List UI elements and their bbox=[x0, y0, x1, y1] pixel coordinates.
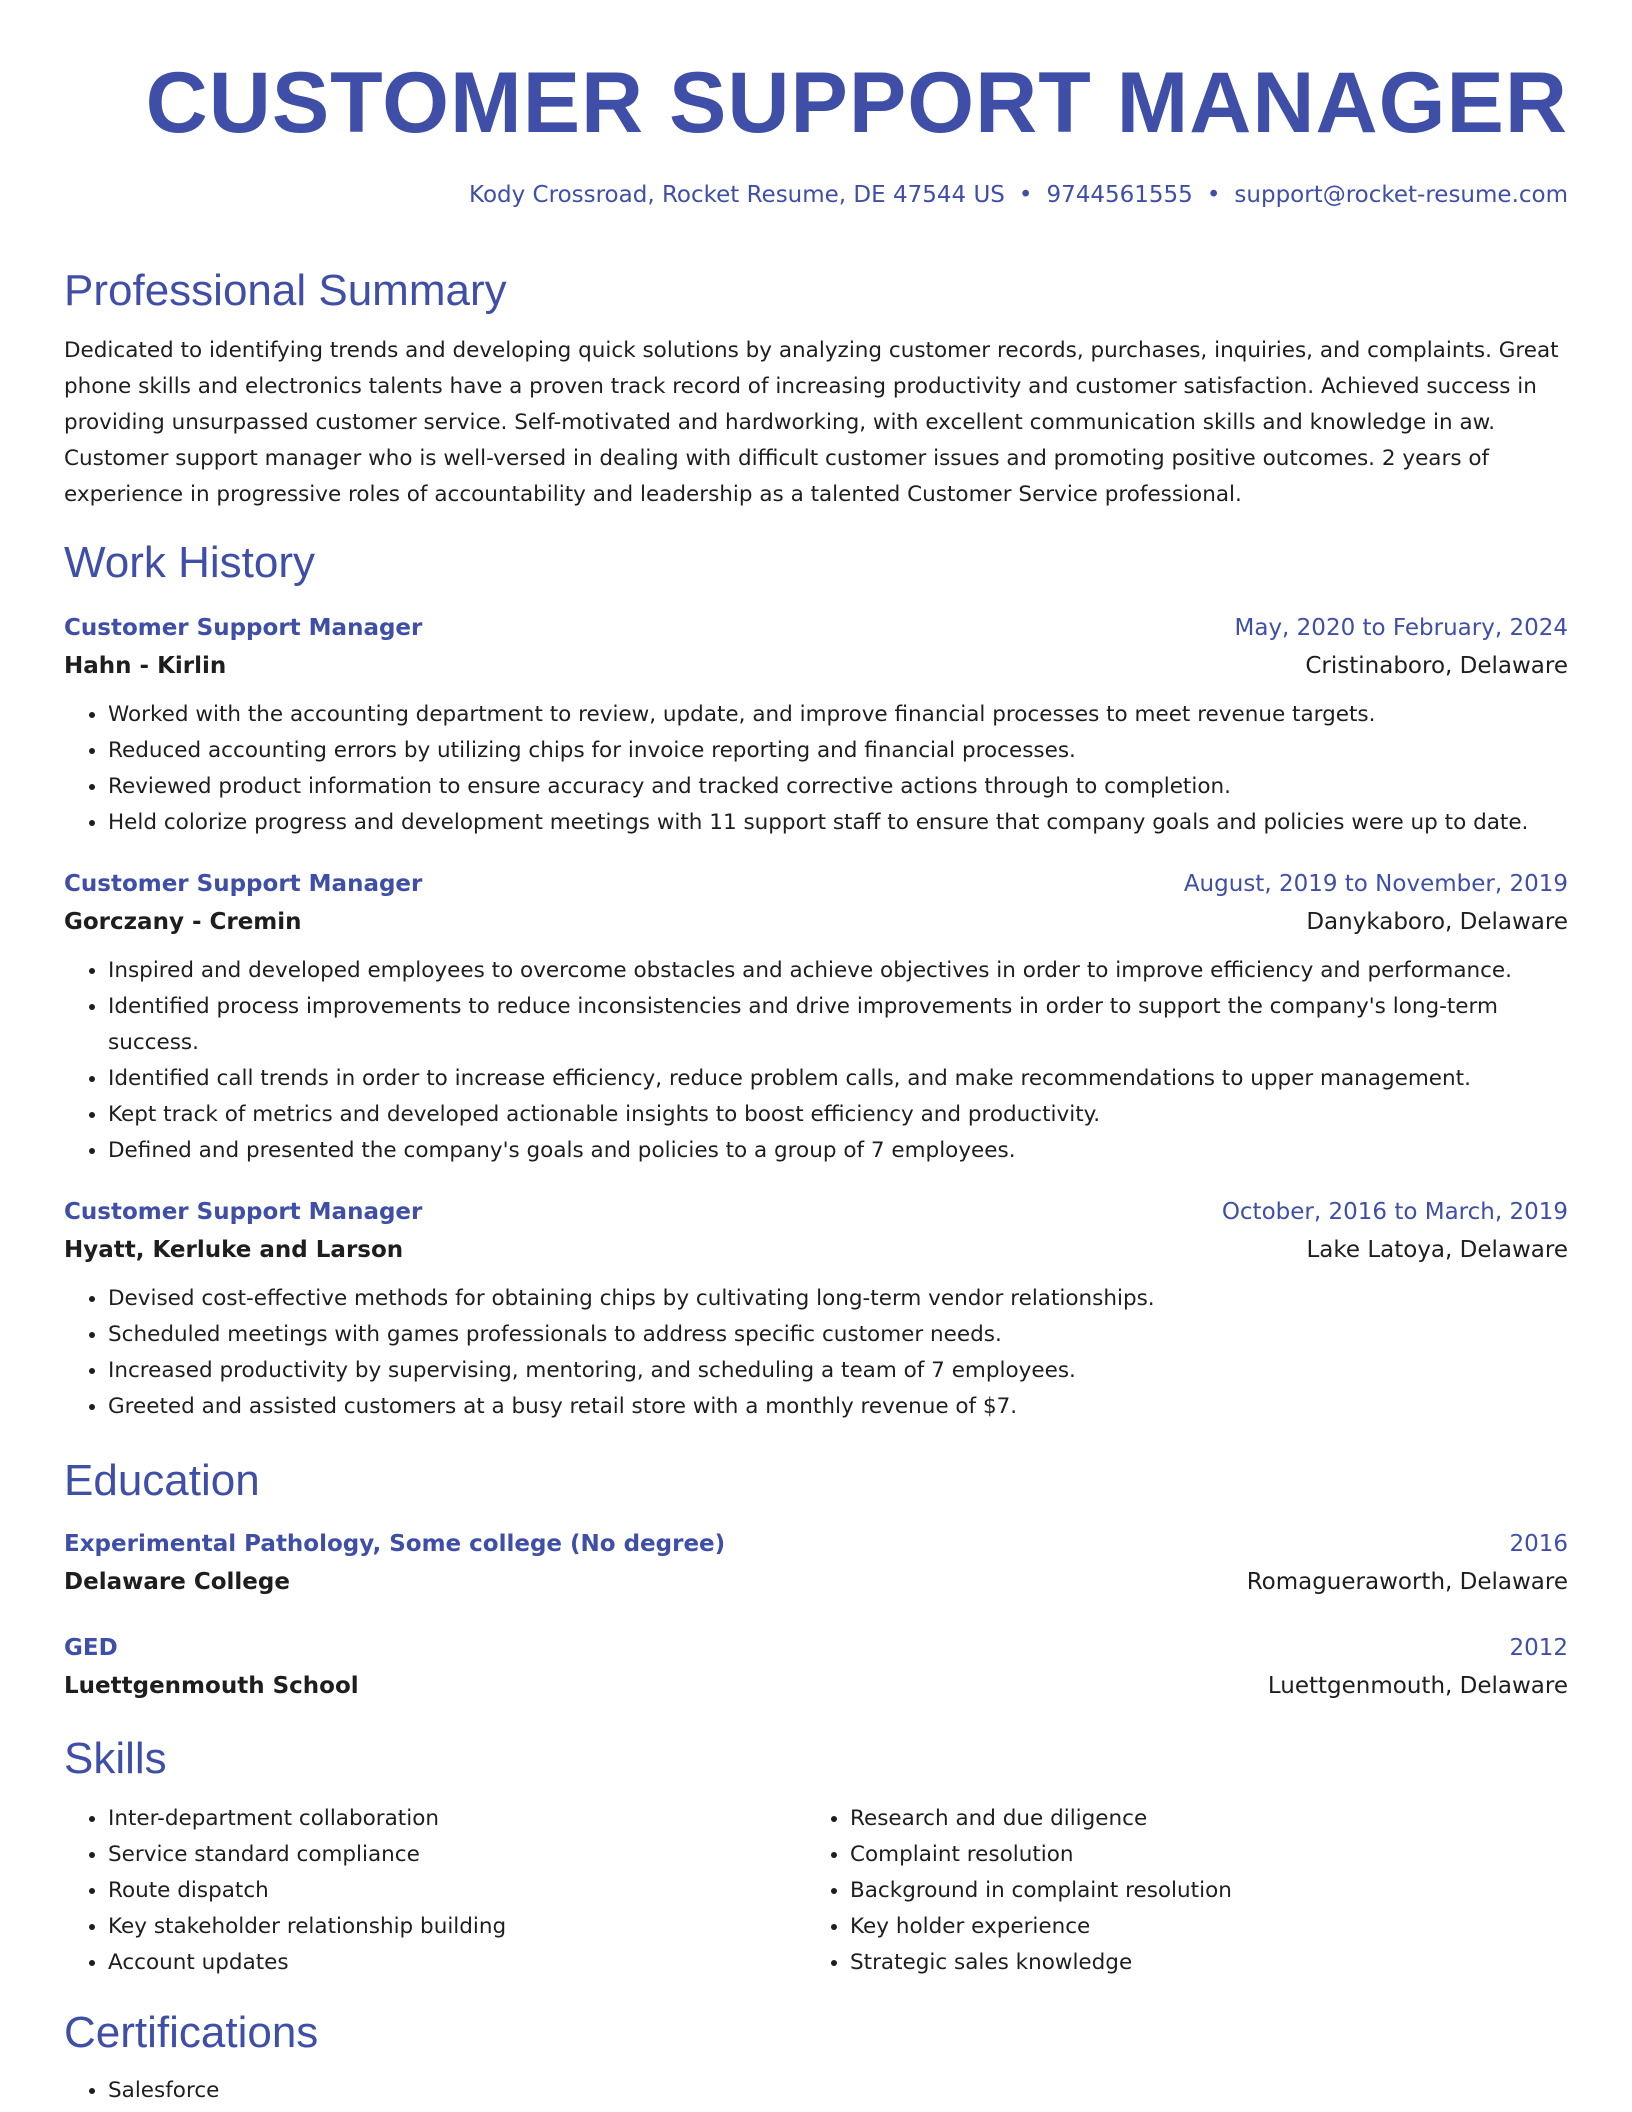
job-bullet: • Worked with the accounting department to review, update, and improve financial processes to meet revenue targets. bbox=[108, 697, 1568, 733]
contact-separator: • bbox=[1018, 182, 1033, 208]
summary-text: Dedicated to identifying trends and developing quick solutions by analyzing customer records, purchases, inquiries, and complaints. Great phone skills and electronics talents have a proven track record of increasing productivity and customer satisfaction. Achieved success in providing unsurpassed customer service. Self-motivated and hardworking, with excellent communication skills and knowledge in aw. Customer support manager who is well-versed in dealing with difficult customer issues and promoting positive outcomes. 2 years of experience in progressive roles of accountability and leadership as a talented Customer Service professional. bbox=[64, 338, 1559, 507]
job-dates: May, 2020 to February, 2024 bbox=[1234, 615, 1568, 641]
education-degree: Experimental Pathology, Some college (No degree) bbox=[64, 1531, 726, 1557]
job-dates: October, 2016 to March, 2019 bbox=[1221, 1199, 1568, 1225]
job-bullet: • Identified process improvements to reduce inconsistencies and drive improvements in order to support the company's long-term success. bbox=[108, 989, 1568, 1061]
education-entry bbox=[64, 1531, 1568, 1595]
job-location: Cristinaboro, Delaware bbox=[1305, 653, 1568, 679]
section-heading-education: Education bbox=[64, 1456, 260, 1505]
job-bullet: • Devised cost-effective methods for obtaining chips by cultivating long-term vendor relationships. bbox=[108, 1281, 1568, 1317]
skill-item: • Account updates bbox=[108, 1945, 806, 1981]
education-year: 2012 bbox=[1509, 1635, 1568, 1661]
job-bullet: • Scheduled meetings with games professionals to address specific customer needs. bbox=[108, 1317, 1568, 1353]
job-bullets bbox=[64, 953, 1568, 1169]
job-bullets bbox=[64, 1281, 1568, 1425]
section-heading-skills: Skills bbox=[64, 1734, 167, 1783]
job-company: Hyatt, Kerluke and Larson bbox=[64, 1237, 404, 1263]
job-bullet: • Greeted and assisted customers at a busy retail store with a monthly revenue of $7. bbox=[108, 1389, 1568, 1425]
job-entry bbox=[64, 615, 1568, 841]
job-bullets bbox=[64, 697, 1568, 841]
job-bullet: • Reviewed product information to ensure accuracy and tracked corrective actions through to completion. bbox=[108, 769, 1568, 805]
skill-item: • Strategic sales knowledge bbox=[850, 1945, 1548, 1981]
job-entry bbox=[64, 1199, 1568, 1425]
skills-column-right bbox=[806, 1801, 1548, 1981]
skill-item: • Service standard compliance bbox=[108, 1837, 806, 1873]
job-entry bbox=[64, 871, 1568, 1169]
contact-phone: 9744561555 bbox=[1046, 182, 1193, 208]
contact-email: support@rocket-resume.com bbox=[1234, 182, 1568, 208]
skill-item: • Background in complaint resolution bbox=[850, 1873, 1548, 1909]
education-school: Delaware College bbox=[64, 1569, 290, 1595]
certifications-list bbox=[64, 2073, 1568, 2109]
skill-item: • Research and due diligence bbox=[850, 1801, 1548, 1837]
job-bullet: • Held colorize progress and development meetings with 11 support staff to ensure that company goals and policies were up to date. bbox=[108, 805, 1568, 841]
education-location: Luettgenmouth, Delaware bbox=[1267, 1673, 1568, 1699]
job-bullet: • Inspired and developed employees to overcome obstacles and achieve objectives in order to improve efficiency and performance. bbox=[108, 953, 1568, 989]
skill-item: • Inter-department collaboration bbox=[108, 1801, 806, 1837]
resume-title: CUSTOMER SUPPORT MANAGER bbox=[145, 55, 1568, 151]
job-company: Gorczany - Cremin bbox=[64, 909, 302, 935]
skills-grid bbox=[64, 1801, 1568, 1981]
skill-item: • Key stakeholder relationship building bbox=[108, 1909, 806, 1945]
job-bullet: • Reduced accounting errors by utilizing chips for invoice reporting and financial processes. bbox=[108, 733, 1568, 769]
education-school: Luettgenmouth School bbox=[64, 1673, 359, 1699]
skill-item: • Complaint resolution bbox=[850, 1837, 1548, 1873]
education-location: Romagueraworth, Delaware bbox=[1246, 1569, 1568, 1595]
skills-column-left bbox=[64, 1801, 806, 1981]
skill-item: • Key holder experience bbox=[850, 1909, 1548, 1945]
education-degree: GED bbox=[64, 1635, 118, 1661]
job-bullet: • Kept track of metrics and developed actionable insights to boost efficiency and productivity. bbox=[108, 1097, 1568, 1133]
job-role: Customer Support Manager bbox=[64, 615, 423, 641]
section-heading-work-history: Work History bbox=[64, 538, 315, 587]
job-bullet: • Defined and presented the company's goals and policies to a group of 7 employees. bbox=[108, 1133, 1568, 1169]
education-entry bbox=[64, 1635, 1568, 1699]
contact-address: Kody Crossroad, Rocket Resume, DE 47544 US bbox=[469, 182, 1005, 208]
contact-separator: • bbox=[1206, 182, 1221, 208]
job-bullet: • Increased productivity by supervising, mentoring, and scheduling a team of 7 employees. bbox=[108, 1353, 1568, 1389]
certification-item: • Salesforce bbox=[108, 2073, 1568, 2109]
job-company: Hahn - Kirlin bbox=[64, 653, 227, 679]
section-heading-certifications: Certifications bbox=[64, 2008, 319, 2057]
contact-line bbox=[64, 184, 1568, 207]
job-role: Customer Support Manager bbox=[64, 1199, 423, 1225]
job-dates: August, 2019 to November, 2019 bbox=[1183, 871, 1568, 897]
job-location: Danykaboro, Delaware bbox=[1306, 909, 1568, 935]
education-year: 2016 bbox=[1509, 1531, 1568, 1557]
job-role: Customer Support Manager bbox=[64, 871, 423, 897]
job-location: Lake Latoya, Delaware bbox=[1306, 1237, 1568, 1263]
job-bullet: • Identified call trends in order to increase efficiency, reduce problem calls, and make recommendations to upper management. bbox=[108, 1061, 1568, 1097]
section-heading-summary: Professional Summary bbox=[64, 266, 507, 315]
skill-item: • Route dispatch bbox=[108, 1873, 806, 1909]
